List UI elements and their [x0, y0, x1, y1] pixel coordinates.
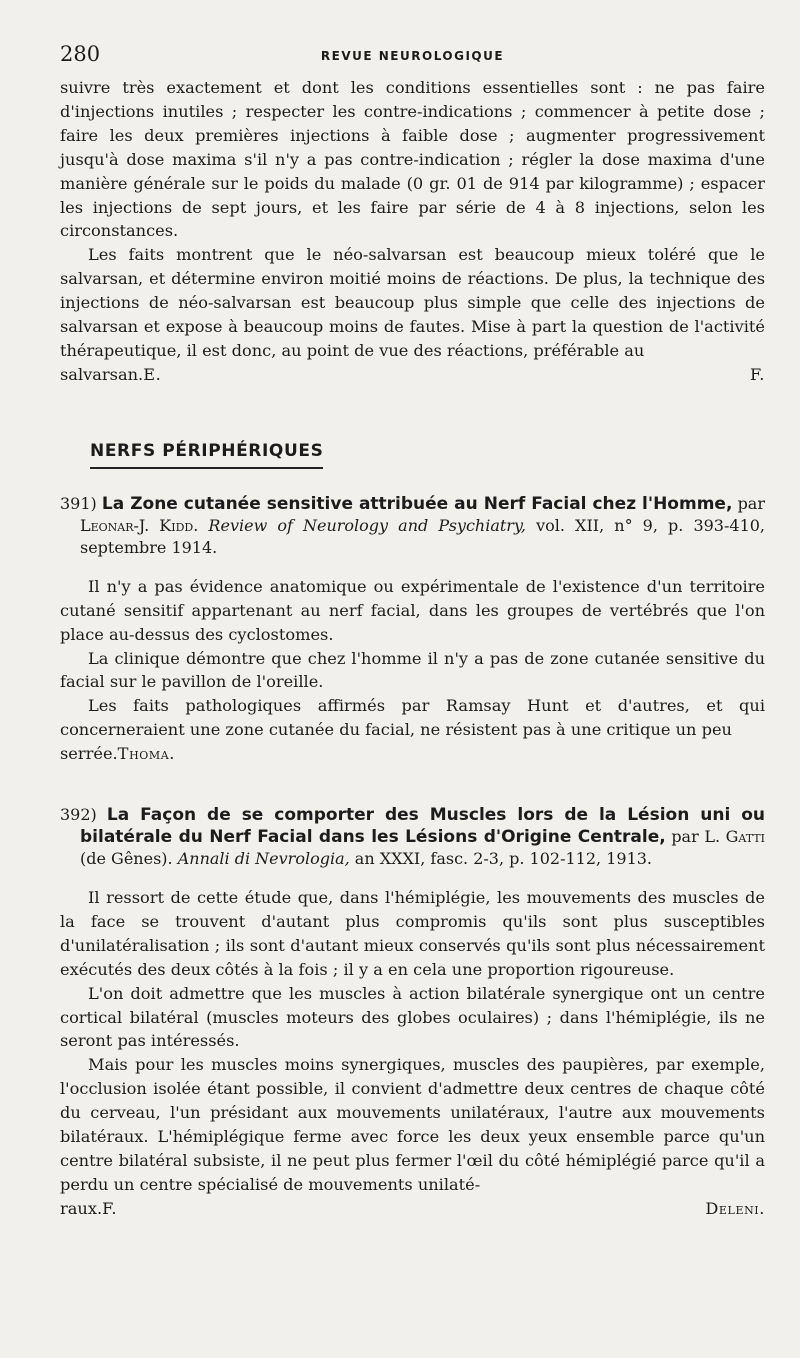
abstract-392-author: L. Gatti — [704, 827, 765, 847]
intro-closing-line — [60, 363, 765, 387]
abstract-392-paragraph-2: L'on doit admettre que les muscles à action bilatérale synergique ont un centre cortical bilatéral (muscles moteurs des globes oculaires) ; dans l'hémiplégie, ils ne seront pas intéressés. — [60, 983, 765, 1051]
abstract-392-title: La Façon de se comporter des Muscles lors de la Lésion uni ou bilatérale du Nerf Facial dans les Lésions d'Origine Centrale, — [80, 805, 766, 848]
section-heading-wrap — [60, 441, 765, 469]
abstract-391-paragraph-1: Il n'y a pas évidence anatomique ou expérimentale de l'existence d'un territoire cutané sensitif appartenant au nerf facial, dans les groupes de vertébrés que l'on place au-dessus des cyclostomes. — [60, 576, 765, 644]
section-heading: NERFS PÉRIPHÉRIQUES — [90, 441, 323, 469]
page — [60, 36, 765, 1221]
abstract-391-number: 391) — [60, 493, 97, 513]
abstract-392-par: par — [671, 827, 699, 847]
abstract-391-par: par — [737, 493, 765, 513]
intro-signature: E. F. — [143, 364, 765, 384]
intro-paragraph-1: suivre très exactement et dont les conditions essentielles sont : ne pas faire d'injections inutiles ; respecter les contre-indications ; commencer à petite dose ; faire les deux premières injections à faible dose ; augmenter progressivement jusqu'à dose maxima s'il n'y a pas contre-indication ; régler la dose maxima d'une manière générale sur le poids du malade (0 gr. 01 de 914 par kilogramme) ; espacer les injections de sept jours, et les faire par série de 4 à 8 injections, selon les circonstances. — [60, 78, 765, 241]
abstract-392-paragraph-3: Mais pour les muscles moins synergiques, muscles des paupières, par exemple, l'occlusion isolée étant possible, il convient d'admettre deux centres de chaque côté du cerveau, l'un présidant aux mouvements unilatéraux, l'autre aux mouvements bilatéraux. L'hémiplégique ferme avec force les deux yeux ensemble parce qu'un centre bilatéral subsiste, il ne peut plus fermer l'œil du côté hémiplégié parce qu'il a perdu un centre spécialisé de mouvements unilaté- — [60, 1055, 765, 1194]
abstract-391-last-word: serrée. — [60, 744, 118, 764]
abstract-392-closing-line — [60, 1197, 765, 1221]
spacer — [60, 766, 765, 782]
abstract-392-signature: F. Deleni. — [102, 1198, 765, 1218]
abstract-391-title: La Zone cutanée sensitive attribuée au Nerf Facial chez l'Homme, — [101, 493, 733, 514]
abstract-391-author: Leonar-J. Kidd. — [80, 515, 199, 535]
abstract-392-number: 392) — [60, 805, 97, 825]
abstract-392-city: (de Gênes). — [80, 849, 173, 869]
abstract-391-signature: Thoma. — [117, 744, 176, 764]
intro-last-word: salvarsan. — [60, 364, 144, 384]
page-number: 280 — [60, 42, 101, 66]
abstract-392-journal: Annali di Nevrologia, — [177, 849, 350, 869]
abstract-392-last-word: raux. — [60, 1198, 103, 1218]
running-head — [60, 36, 765, 76]
abstract-391-paragraph-2: La clinique démontre que chez l'homme il n'y a pas de zone cutanée sensitive du facial sur le pavillon de l'oreille. — [60, 648, 765, 692]
abstract-391-reference: vol. XII, n° 9, p. 393-410, septembre 1914. — [80, 515, 766, 557]
abstract-391-closing-line — [60, 742, 765, 766]
abstract-392-header — [60, 804, 765, 870]
abstract-392-reference: an XXXI, fasc. 2-3, p. 102-112, 1913. — [354, 849, 653, 869]
journal-name: REVUE NEUROLOGIQUE — [320, 49, 505, 63]
abstract-392-paragraph-1: Il ressort de cette étude que, dans l'hémiplégie, les mouvements des muscles de la face se trouvent d'autant plus compromis qu'ils sont plus susceptibles d'unilatéralisation ; ils sont d'autant mieux conservés qu'ils sont plus nécessairement exécutés des deux côtés à la fois ; il y a en cela une proportion rigoureuse. — [60, 888, 765, 979]
intro-paragraph-2: Les faits montrent que le néo-salvarsan est beaucoup mieux toléré que le salvarsan, et détermine environ moitié moins de réactions. De plus, la technique des injections de néo-salvarsan est beaucoup plus simple que celle des injections de salvarsan et expose à beaucoup moins de fautes. Mise à part la question de l'activité thérapeutique, il est donc, au point de vue des réactions, préférable au — [60, 245, 765, 360]
abstract-391-paragraph-3: Les faits pathologiques affirmés par Ramsay Hunt et d'autres, et qui concerneraient une zone cutanée du facial, ne résistent pas à une critique un peu — [60, 696, 765, 740]
abstract-391-journal: Review of Neurology and Psychiatry, — [208, 515, 526, 535]
abstract-391-header — [60, 493, 765, 559]
